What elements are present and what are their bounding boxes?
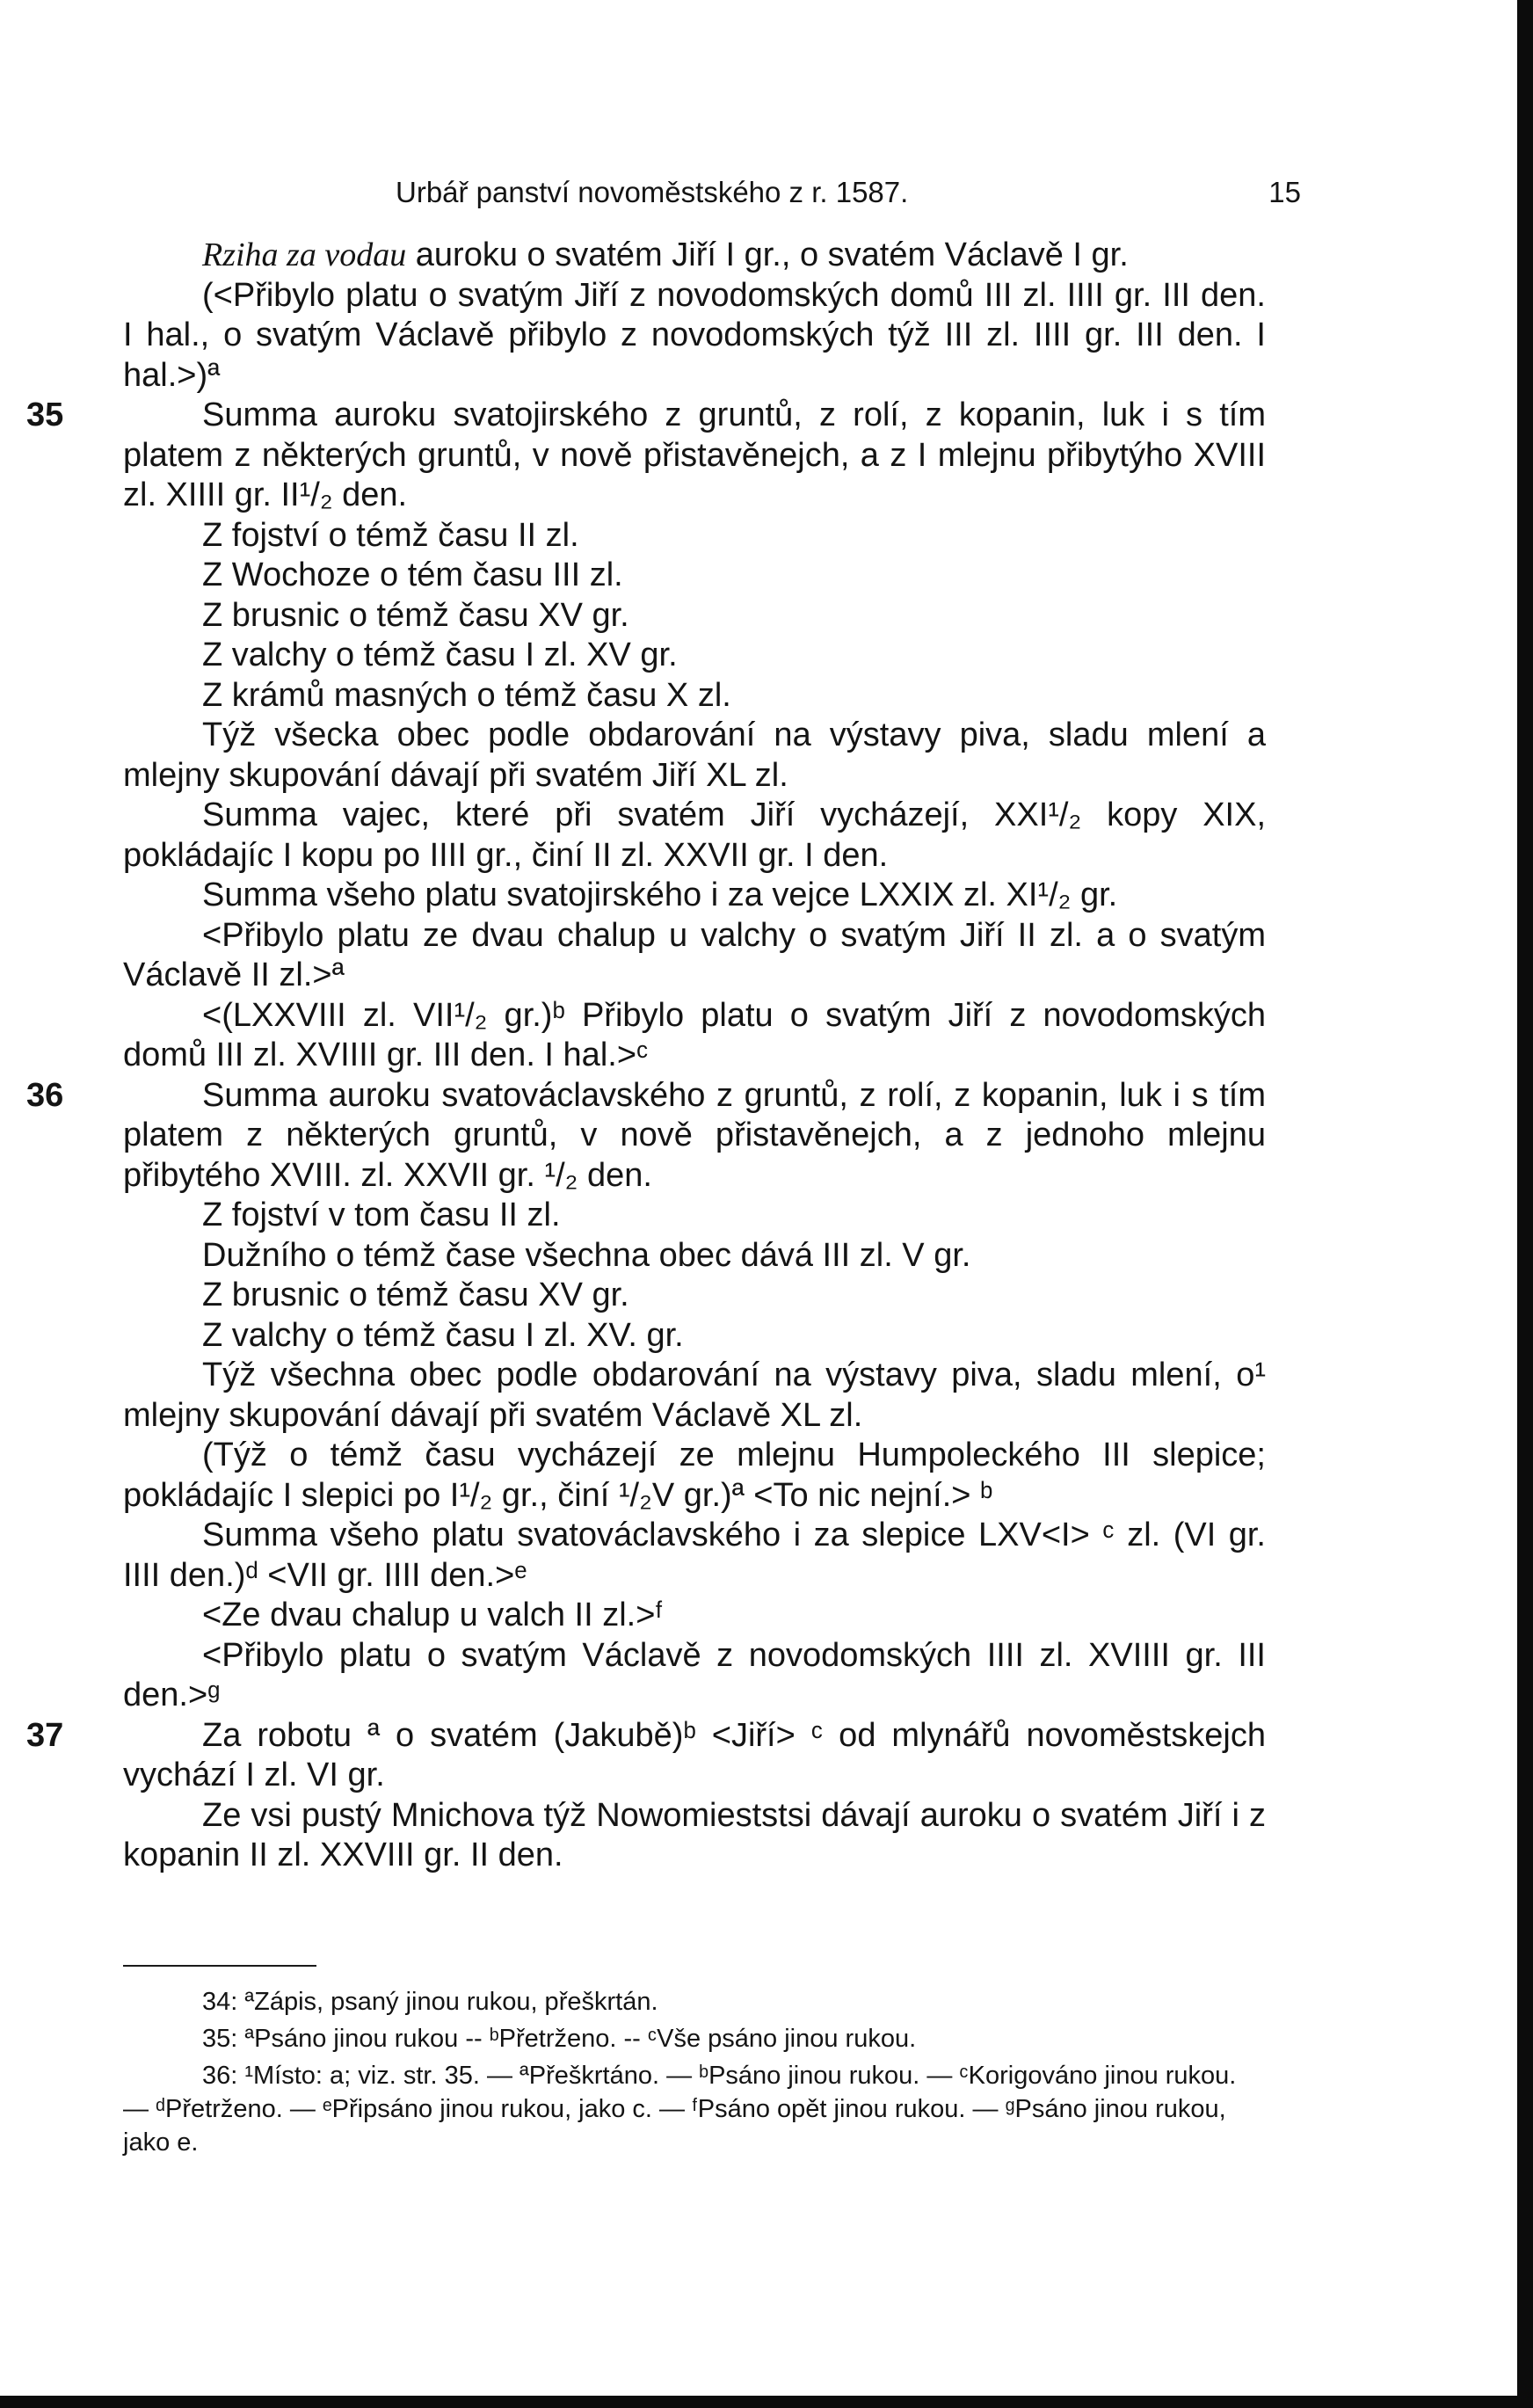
- paragraph: [123, 1356, 1266, 1436]
- paragraph-content: <(LXXVIII zl. VII¹/₂ gr.)ᵇ Přibylo platu o svatým Jiří z novodomských domů III zl. XVIIII gr. III den. I hal.>ᶜ: [123, 996, 1266, 1073]
- paragraph-text: [123, 516, 1266, 557]
- footnote-divider: [123, 1965, 316, 1967]
- paragraph-content: Ze vsi pustý Mnichova týž Nowomieststsi dávají auroku o svatém Jiří i z kopanin II zl. XXVIII gr. II den.: [123, 1796, 1266, 1873]
- paragraph-content: Summa auroku svatojirského z gruntů, z rolí, z kopanin, luk i s tím platem z některých gruntů, v nově přistavěnejch, a z I mlejnu přibytýho XVIII zl. XIIII gr. II¹/₂ den.: [123, 396, 1266, 513]
- footnote: 34: ªZápis, psaný jinou rukou, přeškrtán.: [202, 1988, 658, 2016]
- entry-number: 37: [26, 1716, 64, 1754]
- italic-name: Rziha za vodau: [202, 236, 407, 273]
- paragraph-content: Summa všeho platu svatováclavského i za slepice LXV<I> ᶜ zl. (VI gr. IIII den.)ᵈ <VII gr. IIII den.>ᵉ: [123, 1517, 1266, 1594]
- paragraph-content: Z valchy o témž času I zl. XV gr.: [202, 637, 678, 673]
- footnotes: [123, 1985, 1266, 2163]
- paragraph: [26, 396, 1266, 516]
- paragraph: [123, 876, 1266, 916]
- paragraph-content: <Přibylo platu ze dvau chalup u valchy o svatým Jiří II zl. a o svatým Václavě II zl.>ª: [123, 916, 1266, 993]
- paragraph-text: [123, 1636, 1266, 1716]
- paragraph-content: Z valchy o témž času I zl. XV. gr.: [202, 1316, 684, 1354]
- scan-border-bottom: [0, 2396, 1533, 2408]
- paragraph-content: Z fojství v tom času II zl.: [202, 1197, 561, 1233]
- paragraph-content: Týž všechna obec podle obdarování na výstavy piva, sladu mlení, o¹ mlejny skupování dávají při svatém Václavě XL zl.: [123, 1357, 1266, 1434]
- paragraph: [123, 516, 1266, 557]
- paragraph-text: [123, 236, 1266, 276]
- paragraph-text: [123, 1276, 1266, 1316]
- paragraph-text: [123, 876, 1266, 916]
- paragraph-text: [123, 556, 1266, 596]
- paragraph-text: [123, 1796, 1266, 1876]
- paragraph: [123, 1436, 1266, 1516]
- paragraph: [123, 676, 1266, 717]
- paragraph: [123, 596, 1266, 637]
- entry-number: 36: [26, 1076, 64, 1114]
- paragraph-text: [123, 676, 1266, 717]
- paragraph: [123, 1196, 1266, 1236]
- paragraph: [123, 796, 1266, 876]
- paragraph-content: Týž všecka obec podle obdarování na výstavy piva, sladu mlení a mlejny skupování dávají při svatém Jiří XL zl.: [123, 717, 1266, 794]
- paragraph-content: Summa vajec, které při svatém Jiří vycházejí, XXI¹/₂ kopy XIX, pokládajíc I kopu po IIII gr., činí II zl. XXVII gr. I den.: [123, 797, 1266, 874]
- paragraph-content: Dužního o témž čase všechna obec dává III zl. V gr.: [202, 1236, 971, 1274]
- paragraph: [123, 276, 1266, 396]
- paragraph-content: Z brusnic o témž času XV gr.: [202, 1277, 629, 1313]
- paragraph: [123, 1276, 1266, 1316]
- paragraph-content: Z fojství o témž času II zl.: [202, 516, 579, 554]
- paragraph-content: Z krámů masných o témž času X zl.: [202, 676, 731, 714]
- paragraph: [123, 236, 1266, 276]
- paragraph: [123, 716, 1266, 796]
- running-title: Urbář panství novoměstského z r. 1587.: [396, 176, 909, 208]
- paragraph-text: [123, 716, 1266, 796]
- footnote: 35: ªPsáno jinou rukou -- ᵇPřetrženo. -- ᶜVše psáno jinou rukou.: [202, 2025, 917, 2053]
- paragraph-content: <Přibylo platu o svatým Václavě z novodomských IIII zl. XVIIII gr. III den.>ᵍ: [123, 1636, 1266, 1713]
- paragraph: [123, 556, 1266, 596]
- paragraph-content: (<Přibylo platu o svatým Jiří z novodomských domů III zl. IIII gr. III den. I hal., o svatým Václavě přibylo z novodomských týž III zl. IIII gr. III den. I hal.>)ª: [123, 276, 1266, 394]
- paragraph: [123, 1516, 1266, 1596]
- paragraph: [123, 1796, 1266, 1876]
- paragraph-content: (Týž o témž času vycházejí ze mlejnu Humpoleckého III slepice; pokládajíc I slepici po I¹/₂ gr., činí ¹/₂V gr.)ª <To nic nejní.> ᵇ: [123, 1437, 1266, 1514]
- paragraph-text: [123, 1356, 1266, 1436]
- paragraph-text: [123, 1436, 1266, 1516]
- paragraph: [123, 1236, 1266, 1277]
- paragraph: [123, 1316, 1266, 1357]
- paragraph: [26, 1716, 1266, 1796]
- paragraph: [123, 916, 1266, 996]
- paragraph-content: <Ze dvau chalup u valch II zl.>ᶠ: [202, 1597, 664, 1633]
- paragraph-text: [123, 636, 1266, 676]
- paragraph-text: [123, 1236, 1266, 1277]
- paragraph-text: [123, 276, 1266, 396]
- paragraph-text: [123, 596, 1266, 637]
- paragraph-content: auroku o svatém Jiří I gr., o svatém Václavě I gr.: [406, 236, 1129, 273]
- paragraph-text: [123, 1716, 1266, 1796]
- paragraph: [123, 636, 1266, 676]
- entry-number: 35: [26, 396, 64, 433]
- paragraph-content: Summa auroku svatováclavského z gruntů, z rolí, z kopanin, luk i s tím platem z některých gruntů, v nově přistavěnejch, a z jednoho mlejnu přibytého XVIII. zl. XXVII gr. ¹/₂ den.: [123, 1076, 1266, 1194]
- paragraph-content: Z brusnic o témž času XV gr.: [202, 596, 629, 634]
- scan-border-right: [1517, 0, 1533, 2408]
- paragraph-text: [123, 1316, 1266, 1357]
- paragraph-text: [123, 1596, 1266, 1636]
- paragraph-content: Za robotu ª o svatém (Jakubě)ᵇ <Jiří> ᶜ od mlynářů novoměstskejch vychází I zl. VI gr.: [123, 1716, 1266, 1793]
- paragraph-text: [123, 796, 1266, 876]
- paragraph: [26, 1076, 1266, 1197]
- page-number: 15: [1268, 176, 1301, 208]
- paragraph: [123, 996, 1266, 1076]
- document-body: [26, 236, 1266, 1876]
- paragraph-text: [123, 396, 1266, 516]
- paragraph-text: [123, 1196, 1266, 1236]
- paragraph-text: [123, 916, 1266, 996]
- paragraph: [123, 1596, 1266, 1636]
- paragraph-text: [123, 1076, 1266, 1197]
- paragraph: [123, 1636, 1266, 1716]
- paragraph-content: Z Wochoze o tém času III zl.: [202, 557, 623, 593]
- paragraph-text: [123, 996, 1266, 1076]
- paragraph-text: [123, 1516, 1266, 1596]
- paragraph-content: Summa všeho platu svatojirského i za vejce LXXIX zl. XI¹/₂ gr.: [202, 877, 1118, 913]
- footnote: 36: ¹Místo: a; viz. str. 35. — ªPřeškrtáno. — ᵇPsáno jinou rukou. — ᶜKorigováno jinou rukou. — ᵈPřetrženo. — ᵉPřipsáno jinou rukou, jako c. — ᶠPsáno opět jinou rukou. — ᵍPsáno jinou rukou, jako e.: [123, 2062, 1237, 2157]
